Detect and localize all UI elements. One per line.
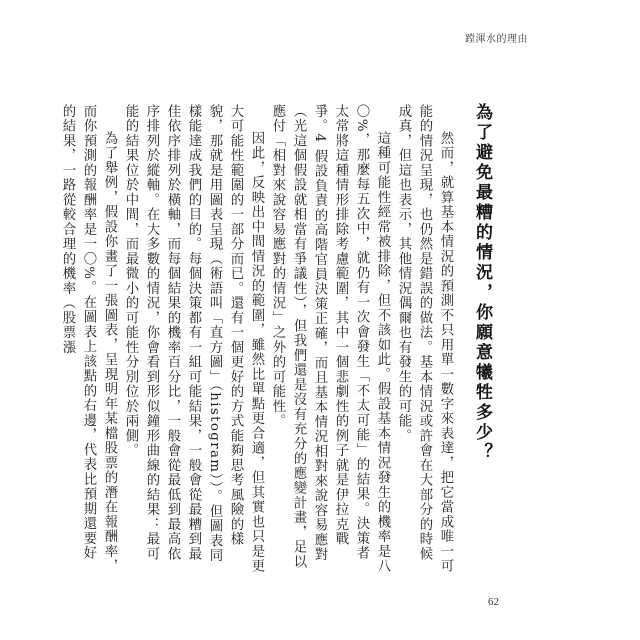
section-heading: 為了避免最糟的情況，你願意犧牲多少？ bbox=[472, 103, 492, 463]
paragraph: 因此，反映出中間情況的範圍，雖然比單點更合適，但其實也只是更大可能性範圍的一部分而已。還有一個更好的方式能夠思考風險的樣貌，那就是用圖表呈現（術語叫「直方圖」（histogram））。但圖表同樣能達成我們的目的。每個決策都有一組可能結果，一般會從最糟到最佳依序排列於橫軸，而每個結果的機率百分比，一般會從最低到最高依序排列於縱軸。在大多數的情況，你會看到形似鐘形曲線的結果：最可能的結果位於中間，而最微小的可能性分別位於兩側。 bbox=[123, 104, 264, 574]
page-number: 62 bbox=[488, 596, 499, 608]
paragraph: 這種可能性經常被排除，但不該如此。假設基本情況發生的機率是八〇%，那麼每五次中，就仍有一次會發生「不太可能」的結果。決策者太常將這種情形排除考慮範圍，其中一個悲劇性的例子就是伊拉克戰爭。4 假設負責的高階官員決策正確，而且基本情況相對來說容易應對（光這個假設就相當有爭議性），但我們還是沒有充分的應變計畫，足以應付「相對來說容易應對的情況」之外的可能性。 bbox=[270, 104, 390, 574]
paragraph: 然而，就算基本情況的預測不只用單一數字來表達，把它當成唯一可能的情況呈現，也仍然是錯誤的做法。基本情況或許會在大部分的時候成真，但這也表示，其他情況偶爾也有發生的可能。 bbox=[396, 104, 453, 574]
body-text bbox=[60, 104, 456, 574]
running-head: 蹚渾水的理由 bbox=[465, 34, 528, 45]
paragraph: 為了舉例，假設你畫了一張圖表，呈現明年某檔股票的潛在報酬率，而你預測的報酬率是一〇%。在圖表上該點的右邊，代表比預期還要好的結果，一路從較合理的機率（股票漲 bbox=[60, 104, 117, 574]
